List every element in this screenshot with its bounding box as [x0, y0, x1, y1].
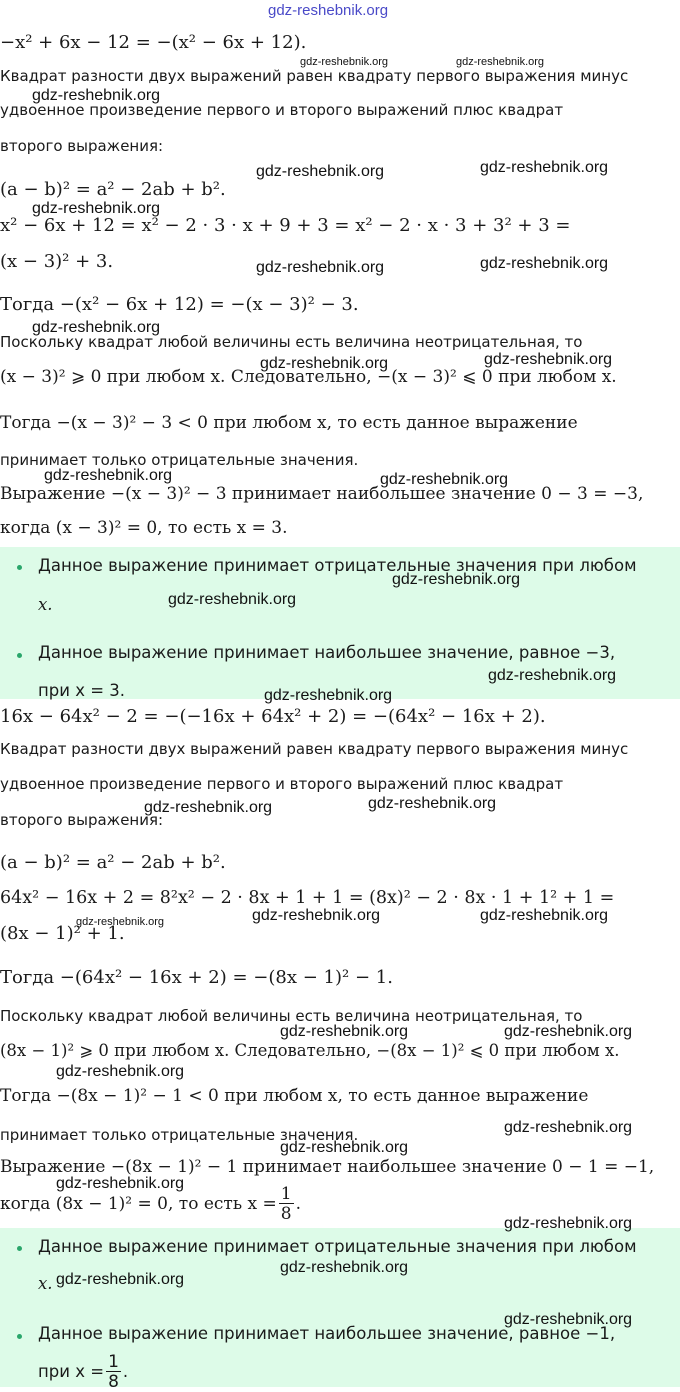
watermark[interactable]: gdz-reshebnik.org	[280, 1023, 409, 1040]
watermark[interactable]: gdz-reshebnik.org	[504, 1023, 633, 1040]
formula-text: когда (8x − 1)² = 0, то есть x =	[0, 1194, 277, 1214]
fraction	[279, 1186, 294, 1223]
fraction	[106, 1354, 121, 1391]
watermark[interactable]: gdz-reshebnik.org	[280, 1259, 409, 1276]
text-line: второго выражения:	[0, 137, 164, 155]
watermark[interactable]: gdz-reshebnik.org	[256, 259, 385, 276]
watermark[interactable]: gdz-reshebnik.org	[260, 355, 389, 372]
watermark[interactable]: gdz-reshebnik.org	[256, 163, 385, 180]
watermark[interactable]: gdz-reshebnik.org	[456, 56, 545, 68]
formula-line: (a − b)² = a² − 2ab + b².	[0, 852, 226, 873]
answer-bullet-text: x.	[38, 595, 53, 614]
watermark[interactable]: gdz-reshebnik.org	[56, 1175, 185, 1192]
bullet-dot-icon	[17, 653, 22, 658]
watermark[interactable]: gdz-reshebnik.org	[264, 687, 393, 704]
watermark[interactable]: gdz-reshebnik.org	[480, 159, 609, 176]
formula-line: 64x² − 16x + 2 = 8²x² − 2 · 8x + 1 + 1 = (8x)² − 2 · 8x · 1 + 1² + 1 =	[0, 888, 615, 908]
watermark[interactable]: gdz-reshebnik.org	[280, 1139, 409, 1156]
formula-line: (x − 3)² + 3.	[0, 251, 114, 272]
text-line: принимает только отрицательные значения.	[0, 1126, 359, 1144]
answer-bullet-text: Данное выражение принимает наибольшее значение, равное −1,	[38, 1324, 616, 1343]
watermark[interactable]: gdz-reshebnik.org	[76, 916, 165, 928]
watermark[interactable]: gdz-reshebnik.org	[504, 1311, 633, 1328]
formula-text: .	[122, 1362, 129, 1381]
bullet-dot-icon	[17, 1334, 22, 1339]
watermark[interactable]: gdz-reshebnik.org	[392, 571, 521, 588]
formula-line: (8x − 1)² ⩾ 0 при любом x. Следовательно, −(8x − 1)² ⩽ 0 при любом x.	[0, 1041, 620, 1060]
watermark[interactable]: gdz-reshebnik.org	[44, 467, 173, 484]
watermark[interactable]: gdz-reshebnik.org	[56, 1271, 185, 1288]
eq-line-1: 16x − 64x² − 2 = −(−16x + 64x² + 2) = −(64x² − 16x + 2).	[0, 706, 546, 727]
watermark[interactable]: gdz-reshebnik.org	[368, 795, 497, 812]
formula-line: Тогда −(x − 3)² − 3 < 0 при любом x, то есть данное выражение	[0, 413, 578, 433]
formula-line: Выражение −(x − 3)² − 3 принимает наибольшее значение 0 − 3 = −3,	[0, 484, 644, 504]
watermark[interactable]: gdz-reshebnik.org	[144, 799, 273, 816]
formula-line: x² − 6x + 12 = x² − 2 · 3 · x + 9 + 3 = x² − 2 · x · 3 + 3² + 3 =	[0, 215, 571, 236]
watermark[interactable]: gdz-reshebnik.org	[484, 351, 613, 368]
answer-bullet-text: при x = 3.	[38, 681, 126, 700]
formula-text: .	[295, 1194, 301, 1214]
bullet-dot-icon	[17, 1246, 22, 1251]
formula-line: Выражение −(8x − 1)² − 1 принимает наибольшее значение 0 − 1 = −1,	[0, 1157, 655, 1177]
answer-callout	[0, 1228, 680, 1392]
answer-bullet-text: x.	[38, 1274, 53, 1293]
text-line: Поскольку квадрат любой величины есть величина неотрицательная, то	[0, 1007, 583, 1025]
watermark[interactable]: gdz-reshebnik.org	[32, 87, 161, 104]
formula-line: Тогда −(8x − 1)² − 1 < 0 при любом x, то есть данное выражение	[0, 1086, 589, 1106]
watermark[interactable]: gdz-reshebnik.org	[480, 907, 609, 924]
fraction-numerator: 1	[280, 1184, 292, 1204]
formula-line: (a − b)² = a² − 2ab + b².	[0, 179, 226, 200]
fraction-denominator: 8	[280, 1204, 292, 1224]
formula-line: (8x − 1)² + 1.	[0, 923, 125, 944]
answer-bullet-text	[38, 1354, 128, 1391]
formula-line: (x − 3)² ⩾ 0 при любом x. Следовательно, −(x − 3)² ⩽ 0 при любом x.	[0, 367, 617, 387]
formula-line: Тогда −(64x² − 16x + 2) = −(8x − 1)² − 1.	[0, 967, 393, 988]
text-line: Квадрат разности двух выражений равен квадрату первого выражения минус	[0, 67, 629, 85]
text-line: Квадрат разности двух выражений равен квадрату первого выражения минус	[0, 740, 629, 758]
text-line: принимает только отрицательные значения.	[0, 451, 359, 469]
formula-text: при x =	[38, 1362, 105, 1381]
text-line: удвоенное произведение первого и второго выражений плюс квадрат	[0, 101, 564, 119]
watermark[interactable]: gdz-reshebnik.org	[504, 1215, 633, 1232]
watermark[interactable]: gdz-reshebnik.org	[168, 591, 297, 608]
watermark[interactable]: gdz-reshebnik.org	[32, 319, 161, 336]
answer-bullet-text: Данное выражение принимает отрицательные значения при любом	[38, 556, 637, 575]
answer-bullet-text: Данное выражение принимает отрицательные значения при любом	[38, 1237, 637, 1256]
watermark[interactable]: gdz-reshebnik.org	[504, 1119, 633, 1136]
bullet-dot-icon	[17, 565, 22, 570]
text-line: Поскольку квадрат любой величины есть величина неотрицательная, то	[0, 333, 583, 351]
watermark-top[interactable]: gdz-reshebnik.org	[268, 2, 389, 19]
watermark[interactable]: gdz-reshebnik.org	[480, 255, 609, 272]
fraction-numerator: 1	[108, 1352, 119, 1372]
eq-line-1: −x² + 6x − 12 = −(x² − 6x + 12).	[0, 32, 307, 53]
formula-line: Тогда −(x² − 6x + 12) = −(x − 3)² − 3.	[0, 294, 359, 315]
text-line: второго выражения:	[0, 811, 164, 829]
watermark[interactable]: gdz-reshebnik.org	[488, 667, 617, 684]
watermark[interactable]: gdz-reshebnik.org	[32, 200, 161, 217]
watermark[interactable]: gdz-reshebnik.org	[300, 56, 389, 68]
text-line: удвоенное произведение первого и второго выражений плюс квадрат	[0, 775, 564, 793]
fraction-denominator: 8	[108, 1372, 119, 1392]
watermark[interactable]: gdz-reshebnik.org	[252, 907, 381, 924]
watermark[interactable]: gdz-reshebnik.org	[380, 471, 509, 488]
watermark[interactable]: gdz-reshebnik.org	[56, 1063, 185, 1080]
formula-line: когда (x − 3)² = 0, то есть x = 3.	[0, 518, 288, 538]
answer-bullet-text: Данное выражение принимает наибольшее значение, равное −3,	[38, 643, 616, 662]
